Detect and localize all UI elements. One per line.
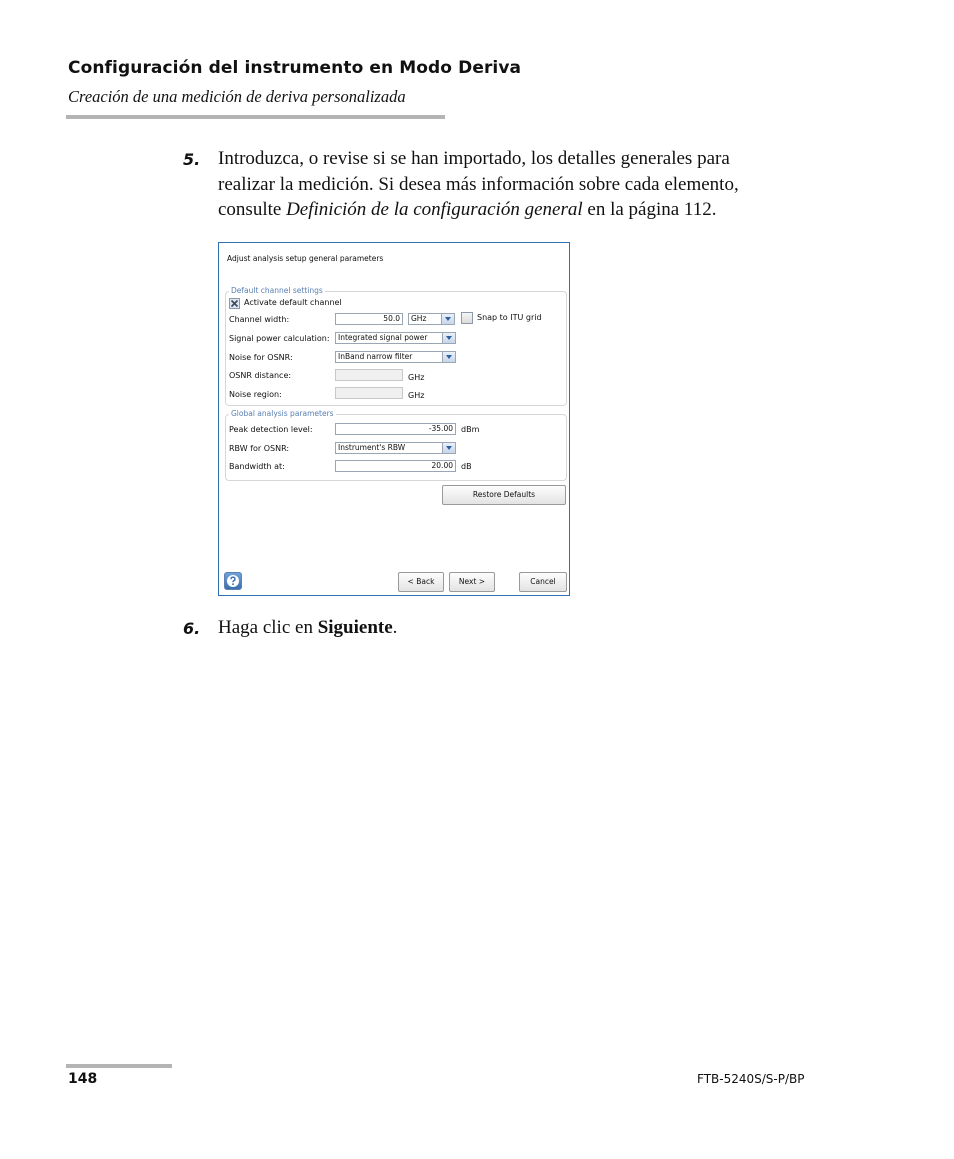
noise-region-label: Noise region: <box>229 390 282 399</box>
step-5-line-3-pre: consulte <box>218 199 287 220</box>
peak-detection-input[interactable]: -35.00 <box>335 423 456 435</box>
help-button[interactable] <box>224 572 242 590</box>
step-5-line-2: realizar la medición. Si desea más información sobre cada elemento, <box>218 173 739 195</box>
noise-osnr-label: Noise for OSNR: <box>229 353 293 362</box>
next-button[interactable]: Next > <box>449 572 495 592</box>
step-5-line-3 <box>218 197 858 223</box>
step-6-text-pre: Haga clic en <box>218 617 318 638</box>
step-6-next-keyword: Siguiente <box>317 617 393 638</box>
osnr-distance-unit: GHz <box>408 373 425 382</box>
activate-default-channel-checkbox[interactable] <box>229 298 240 309</box>
step-5-number: 5. <box>183 150 201 169</box>
snap-itu-grid-label: Snap to ITU grid <box>477 313 542 322</box>
step-5-reference-link[interactable]: Definición de la configuración general <box>286 199 583 220</box>
default-channel-group-title: Default channel settings <box>231 286 323 295</box>
question-icon <box>225 573 241 589</box>
back-button[interactable]: < Back <box>398 572 444 592</box>
channel-width-label: Channel width: <box>229 315 290 324</box>
rbw-osnr-value: Instrument's RBW <box>338 443 406 452</box>
step-5-text <box>218 146 858 223</box>
page-header-title: Configuración del instrumento en Modo Deriva <box>68 58 522 78</box>
step-5-line-1: Introduzca, o revise si se han importado, los detalles generales para <box>218 148 730 169</box>
noise-region-unit: GHz <box>408 391 425 400</box>
noise-osnr-value: InBand narrow filter <box>338 352 413 361</box>
header-divider <box>66 115 445 119</box>
activate-default-channel-label: Activate default channel <box>244 298 342 307</box>
peak-detection-unit: dBm <box>461 425 480 434</box>
chevron-down-icon <box>442 352 455 362</box>
step-6-text <box>218 615 397 641</box>
osnr-distance-input[interactable] <box>335 369 403 381</box>
check-x-icon <box>230 299 239 308</box>
peak-detection-label: Peak detection level: <box>229 425 313 434</box>
channel-width-unit-value: GHz <box>411 314 427 323</box>
rbw-osnr-select[interactable] <box>335 442 456 454</box>
bandwidth-label: Bandwidth at: <box>229 462 285 471</box>
dialog-title: Adjust analysis setup general parameters <box>227 254 384 263</box>
osnr-distance-label: OSNR distance: <box>229 371 292 380</box>
step-5-line-3-post: en la página 112. <box>582 199 717 220</box>
product-model: FTB-5240S/S-P/BP <box>697 1072 805 1086</box>
snap-itu-grid-checkbox[interactable] <box>461 312 473 324</box>
noise-region-input[interactable] <box>335 387 403 399</box>
global-analysis-group-title: Global analysis parameters <box>231 409 334 418</box>
chevron-down-icon <box>442 333 455 343</box>
signal-power-label: Signal power calculation: <box>229 334 330 343</box>
step-6-number: 6. <box>183 619 201 638</box>
analysis-setup-dialog <box>218 242 570 596</box>
signal-power-value: Integrated signal power <box>338 333 428 342</box>
page-number: 148 <box>68 1071 98 1087</box>
channel-width-input[interactable]: 50.0 <box>335 313 403 325</box>
step-6-text-post: . <box>392 617 398 638</box>
bandwidth-input[interactable]: 20.00 <box>335 460 456 472</box>
page-header-subtitle: Creación de una medición de deriva personalizada <box>68 87 406 106</box>
chevron-down-icon <box>441 314 454 324</box>
chevron-down-icon <box>442 443 455 453</box>
bandwidth-unit: dB <box>461 462 472 471</box>
footer-divider <box>66 1064 172 1068</box>
channel-width-unit-select[interactable] <box>408 313 455 325</box>
rbw-osnr-label: RBW for OSNR: <box>229 444 290 453</box>
cancel-button[interactable]: Cancel <box>519 572 567 592</box>
noise-osnr-select[interactable] <box>335 351 456 363</box>
restore-defaults-button[interactable]: Restore Defaults <box>442 485 566 505</box>
signal-power-select[interactable] <box>335 332 456 344</box>
